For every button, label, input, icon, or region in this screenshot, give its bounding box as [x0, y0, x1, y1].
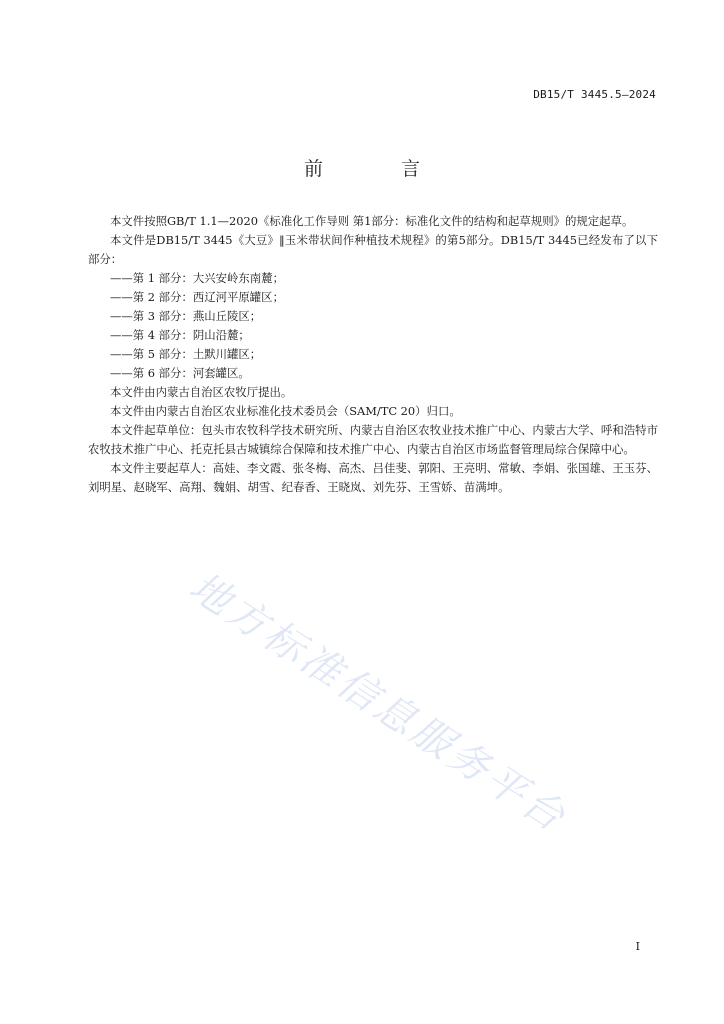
- list-item: ——第 6 部分：河套罐区。: [110, 366, 250, 380]
- paragraph-committee: 本文件由内蒙古自治区农业标准化技术委员会（SAM/TC 20）归口。: [110, 404, 461, 418]
- paragraph-drafting-rules: 本文件按照GB/T 1.1—2020《标准化工作导则 第1部分：标准化文件的结构和起草规则》的规定起草。: [110, 214, 634, 228]
- paragraph-proposer: 本文件由内蒙古自治区农牧厅提出。: [110, 385, 293, 399]
- document-body: [88, 212, 658, 497]
- document-code: DB15/T 3445.5—2024: [533, 88, 656, 101]
- paragraph-drafters: 本文件主要起草人：高娃、李文霞、张冬梅、高杰、吕佳斐、郭阳、王亮明、常敏、李娟、张国雄、王玉芬、刘明星、赵晓军、高翔、魏娟、胡雪、纪春香、王晓岚、刘先芬、王雪娇、苗满坤。: [88, 461, 658, 494]
- list-item: ——第 4 部分：阴山沿麓；: [110, 328, 250, 342]
- page-title: 前 言: [303, 158, 457, 180]
- list-item: ——第 1 部分：大兴安岭东南麓；: [110, 271, 284, 285]
- watermark: 地方标准信息服务平台: [181, 563, 576, 843]
- list-item: ——第 5 部分：土默川罐区；: [110, 347, 262, 361]
- list-item: ——第 2 部分：西辽河平原罐区；: [110, 290, 284, 304]
- page-number: I: [635, 940, 640, 953]
- paragraph-series-intro: 本文件是DB15/T 3445《大豆》‖玉米带状间作种植技术规程》的第5部分。DB15/T 3445已经发布了以下部分：: [88, 233, 658, 266]
- paragraph-drafting-units: 本文件起草单位：包头市农牧科学技术研究所、内蒙古自治区农牧业技术推广中心、内蒙古大学、呼和浩特市农牧技术推广中心、托克托县古城镇综合保障和技术推广中心、内蒙古自治区市场监督管理局综合保障中心。: [88, 423, 658, 456]
- list-item: ——第 3 部分：燕山丘陵区；: [110, 309, 262, 323]
